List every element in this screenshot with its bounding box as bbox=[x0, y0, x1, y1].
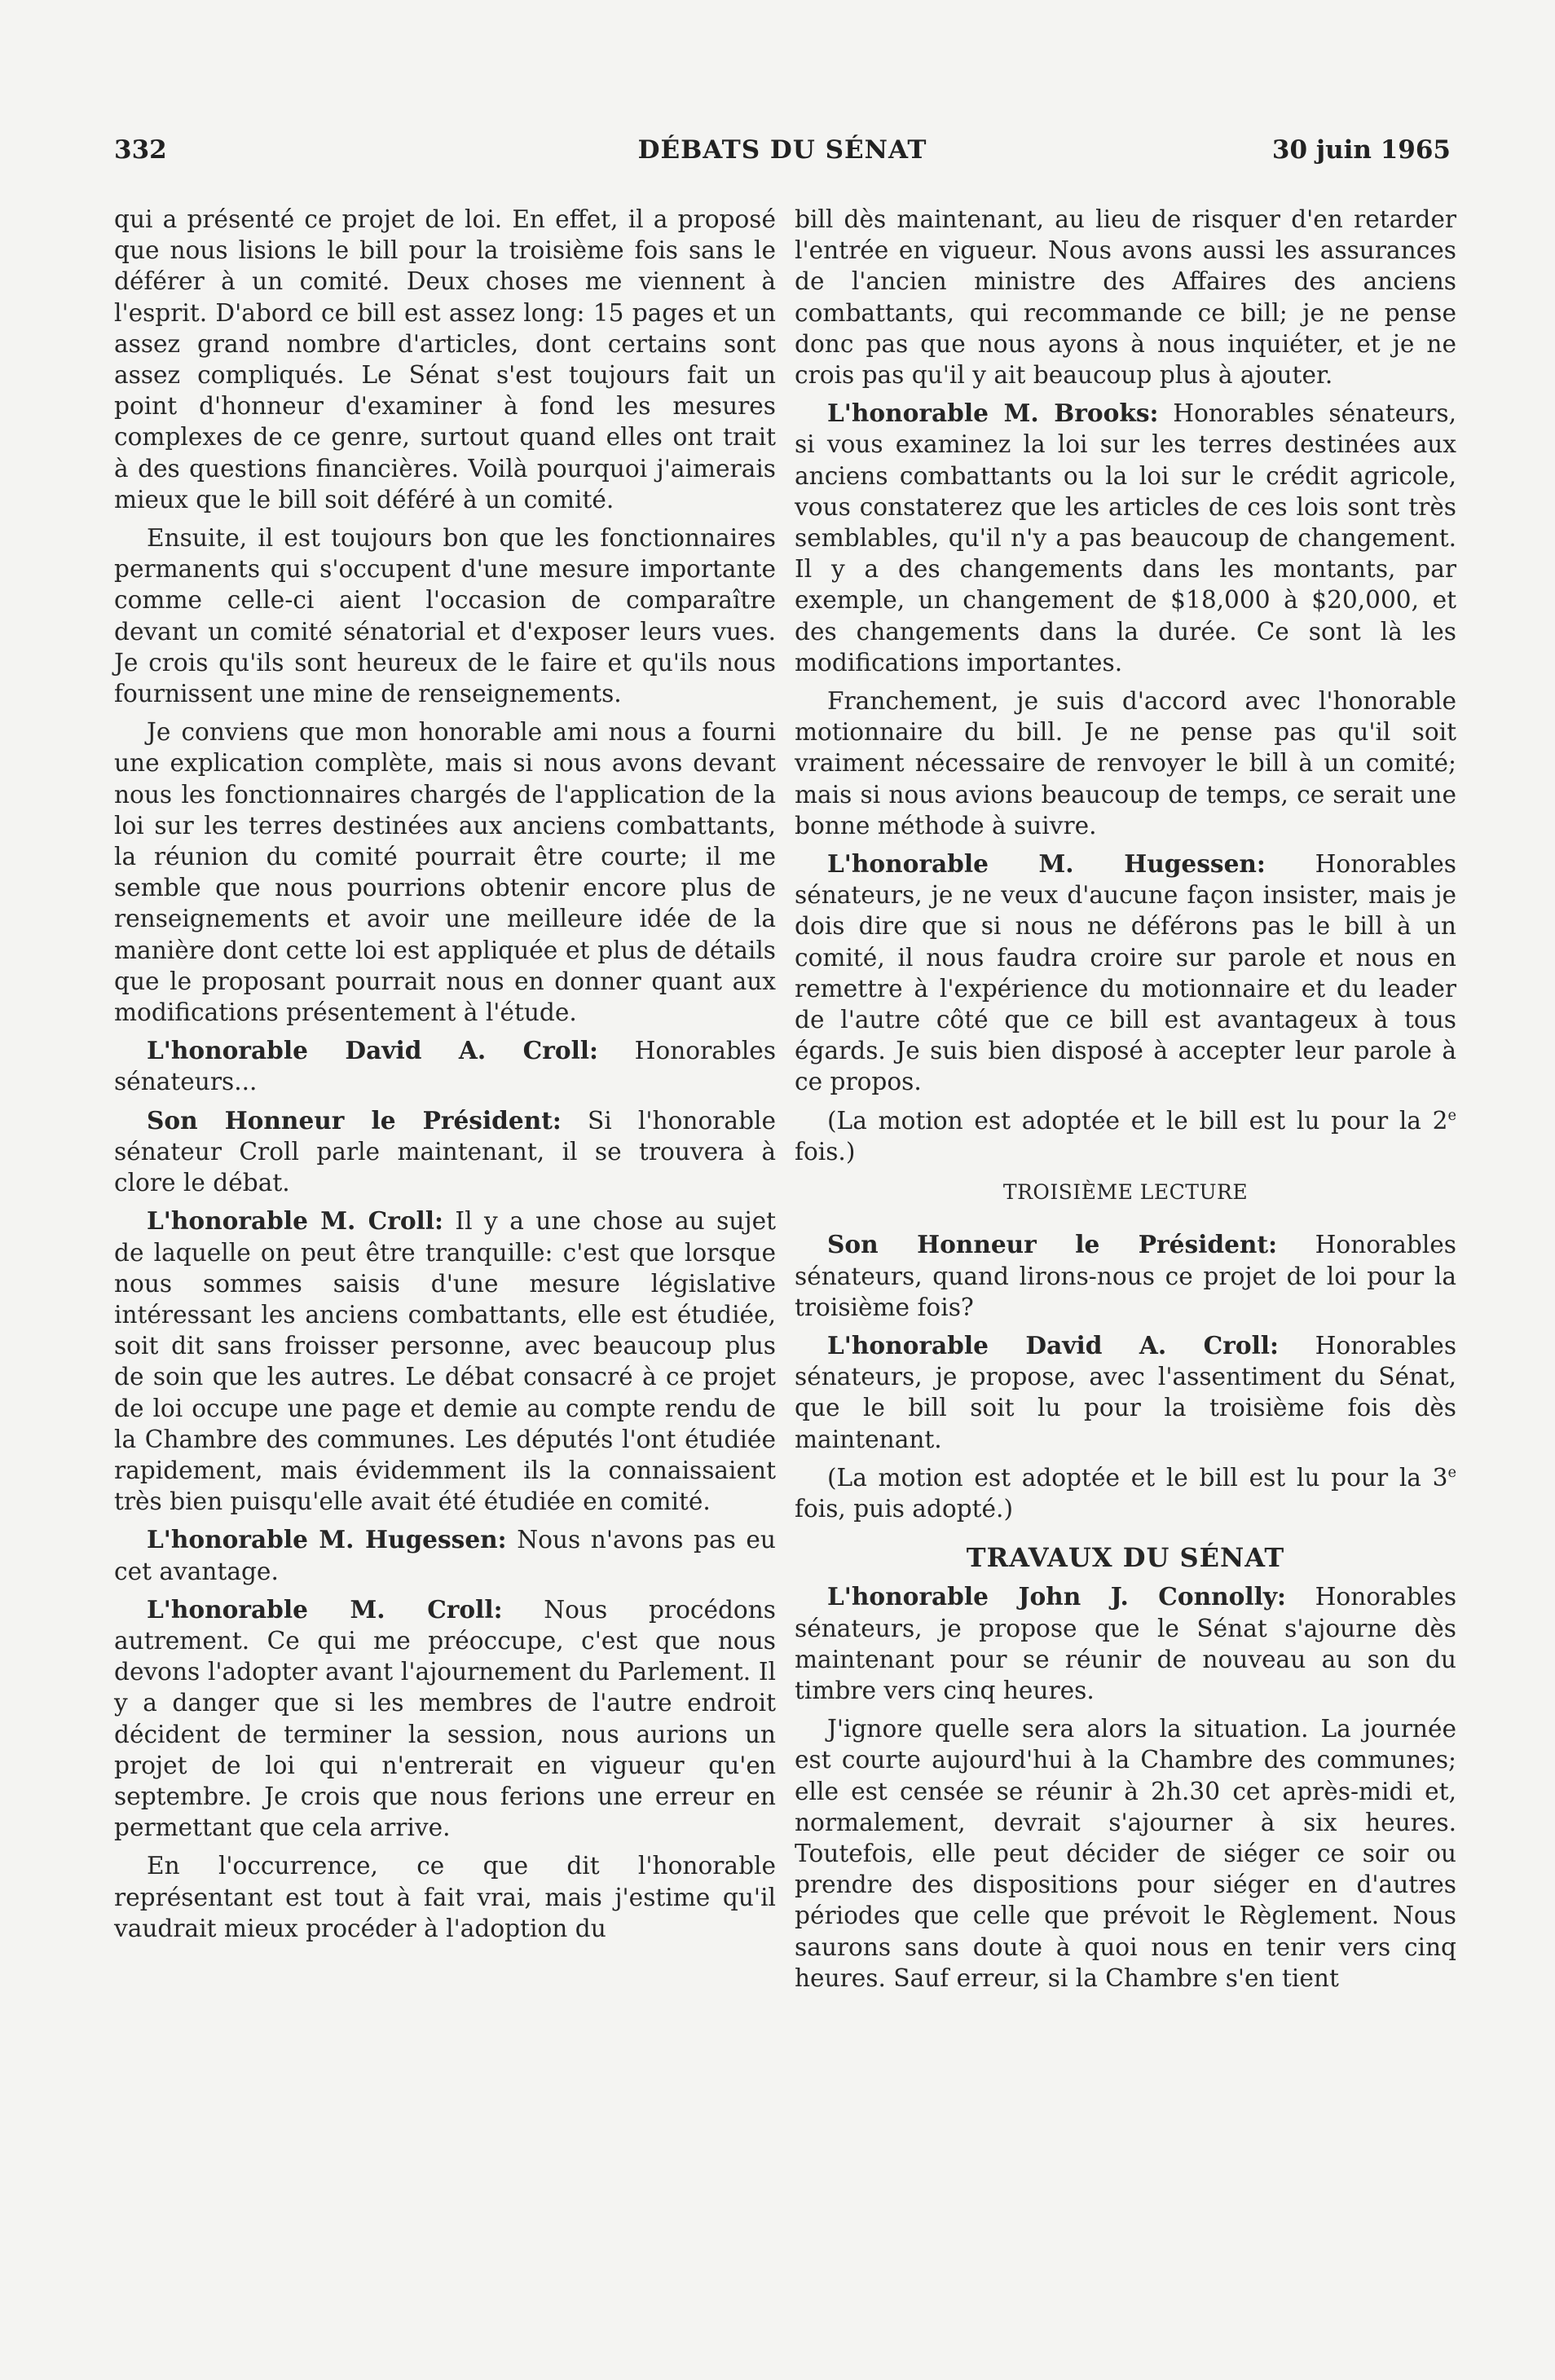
speech-paragraph bbox=[795, 398, 1456, 678]
speech-paragraph bbox=[795, 1330, 1456, 1455]
speaker-name: L'honorable David A. Croll: bbox=[827, 1330, 1279, 1360]
speech-text: Si l'honorable sénateur Croll parle maintenant, il se trouvera à clore le débat. bbox=[114, 1106, 777, 1197]
speaker-name: L'honorable M. Hugessen: bbox=[147, 1525, 507, 1554]
subheading-third-reading: TROISIÈME LECTURE bbox=[1002, 1180, 1249, 1205]
speech-text: Honorables sénateurs, si vous examinez la loi sur les terres destinées aux anciens combattants ou la loi sur le crédit agricole, vous constaterez que les articles de ces lois sont très semblables, qu'il n'y a pas beaucoup de changement. Il y a des changements dans les montants, par exemple, un changement de $18,000 à $20,000, et des changements dans la durée. Ce sont là les modifications importantes. bbox=[795, 399, 1457, 677]
motion-note bbox=[795, 1462, 1456, 1524]
motion-text-end: fois.) bbox=[795, 1137, 856, 1166]
speaker-name: Son Honneur le Président: bbox=[827, 1230, 1278, 1259]
speech-paragraph bbox=[795, 1229, 1456, 1323]
speech-text: Honorables sénateurs, je ne veux d'aucune façon insister, mais je dois dire que si nous ne déférons pas le bill à un comité, il nous faudra croire sur parole et nous en remettre à l'expérience du motionnaire et du leader de l'autre côté que ce bill est avantageux à tous égards. Je suis bien disposé à accepter leur parole à ce propos. bbox=[795, 850, 1456, 1096]
paragraph: J'ignore quelle sera alors la situation. La journée est courte aujourd'hui à la Chambre des communes; elle est censée se réunir à 2h.30 cet après-midi et, normalement, devrait s'ajourner à six heures. Toutefois, elle peut décider de siéger ce soir ou prendre des dispositions pour siéger en d'autres périodes que celle que prévoit le Règlement. Nous saurons sans doute à quoi nous en tenir vers cinq heures. Sauf erreur, si la Chambre s'en tient bbox=[795, 1715, 1456, 1992]
speaker-name: L'honorable John J. Connolly: bbox=[827, 1582, 1286, 1611]
speech-text: Honorables sénateurs, je propose que le Sénat s'ajourne dès maintenant pour se réunir de nouveau au son du timbre vers cinq heures. bbox=[795, 1583, 1457, 1704]
speech-text: Honorables sénateurs... bbox=[114, 1037, 777, 1096]
running-title: DÉBATS DU SÉNAT bbox=[637, 135, 927, 165]
paragraph: Je conviens que mon honorable ami nous a fourni une explication complète, mais si nous avons devant nous les fonctionnaires chargés de l'application de la loi sur les terres destinées aux anciens combattants, la réunion du comité pourrait être courte; il me semble que nous pourrions obtenir encore plus de renseignements et avoir une meilleure idée de la manière dont cette loi est appliquée et plus de détails que le proposant pourrait nous en donner quant aux modifications présentement à l'étude. bbox=[114, 718, 776, 1027]
speaker-name: L'honorable David A. Croll: bbox=[147, 1036, 598, 1065]
speech-paragraph bbox=[114, 1524, 776, 1586]
ordinal-suffix: e bbox=[1447, 1107, 1456, 1124]
speaker-name: L'honorable M. Hugessen: bbox=[827, 849, 1266, 879]
speaker-name: L'honorable M. Croll: bbox=[147, 1206, 443, 1236]
right-column bbox=[795, 204, 1456, 2001]
paragraph: Franchement, je suis d'accord avec l'honorable motionnaire du bill. Je ne pense pas qu'il soit vraiment nécessaire de renvoyer le bill à un comité; mais si nous avions beaucoup de temps, ce serait une bonne méthode à suivre. bbox=[795, 687, 1456, 840]
motion-text-end: fois, puis adopté.) bbox=[795, 1494, 1014, 1523]
motion-note bbox=[795, 1105, 1456, 1167]
paragraph: qui a présenté ce projet de loi. En effet, il a proposé que nous lisions le bill pour la troisième fois sans le déférer à un comité. Deux choses me viennent à l'esprit. D'abord ce bill est assez long: 15 pages et un assez grand nombre d'articles, dont certains sont assez compliqués. Le Sénat s'est toujours fait un point d'honneur d'examiner à fond les mesures complexes de ce genre, surtout quand elles ont trait à des questions financières. Voilà pourquoi j'aimerais mieux que le bill soit déféré à un comité. bbox=[114, 205, 776, 513]
speech-text: Honorables sénateurs, quand lirons-nous ce projet de loi pour la troisième fois? bbox=[795, 1231, 1456, 1321]
speech-paragraph bbox=[114, 1205, 776, 1517]
paragraph: En l'occurrence, ce que dit l'honorable représentant est tout à fait vrai, mais j'estime qu'il vaudrait mieux procéder à l'adoption du bbox=[114, 1852, 776, 1942]
motion-text: (La motion est adoptée et le bill est lu pour la 2 bbox=[827, 1106, 1448, 1135]
paragraph: Ensuite, il est toujours bon que les fonctionnaires permanents qui s'occupent d'une mesure importante comme celle-ci aient l'occasion de comparaître devant un comité sénatorial et d'exposer leurs vues. Je crois qu'ils sont heureux de le faire et qu'ils nous fournissent une mine de renseignements. bbox=[114, 524, 776, 708]
speech-paragraph bbox=[795, 1581, 1456, 1706]
paragraph: bill dès maintenant, au lieu de risquer d'en retarder l'entrée en vigueur. Nous avons aussi les assurances de l'ancien ministre des Affaires des anciens combattants, qui recommande ce bill; je ne pense donc pas que nous ayons à nous inquiéter, et je ne crois pas qu'il y ait beaucoup plus à ajouter. bbox=[795, 205, 1456, 390]
speech-paragraph bbox=[114, 1035, 776, 1097]
speech-paragraph bbox=[114, 1105, 776, 1199]
speech-text: Nous n'avons pas eu cet avantage. bbox=[114, 1526, 776, 1585]
section-heading: TRAVAUX DU SÉNAT bbox=[966, 1542, 1285, 1574]
speech-paragraph bbox=[795, 848, 1456, 1098]
speaker-name: Son Honneur le Président: bbox=[147, 1105, 562, 1135]
motion-text: (La motion est adoptée et le bill est lu pour la 3 bbox=[827, 1463, 1448, 1492]
speech-paragraph bbox=[114, 1594, 776, 1844]
page-header bbox=[114, 135, 1451, 176]
speech-text: Il y a une chose au sujet de laquelle on peut être tranquille: c'est que lorsque nous sommes saisis d'une mesure législative intéressant les anciens combattants, elle est étudiée, soit dit sans froisser personne, avec beaucoup plus de soin que les autres. Le débat consacré à ce projet de loi occupe une page et demie au compte rendu de la Chambre des communes. Les députés l'ont étudiée rapidement, mais évidemment ils la connaissaient très bien puisqu'elle avait été étudiée en comité. bbox=[114, 1207, 776, 1516]
speaker-name: L'honorable M. Croll: bbox=[147, 1594, 503, 1624]
left-column bbox=[114, 204, 776, 1951]
speaker-name: L'honorable M. Brooks: bbox=[827, 399, 1159, 428]
page-date: 30 juin 1965 bbox=[1271, 135, 1451, 165]
page-number: 332 bbox=[114, 135, 167, 165]
speech-text: Honorables sénateurs, je propose, avec l'assentiment du Sénat, que le bill soit lu pour la troisième fois dès maintenant. bbox=[795, 1331, 1457, 1453]
speech-text: Nous procédons autrement. Ce qui me préoccupe, c'est que nous devons l'adopter avant l'ajournement du Parlement. Il y a danger que si les membres de l'autre endroit décident de terminer la session, nous aurions un projet de loi qui n'entrerait en vigueur qu'en septembre. Je crois que nous ferions une erreur en permettant que cela arrive. bbox=[114, 1595, 776, 1842]
ordinal-suffix: e bbox=[1447, 1464, 1456, 1481]
